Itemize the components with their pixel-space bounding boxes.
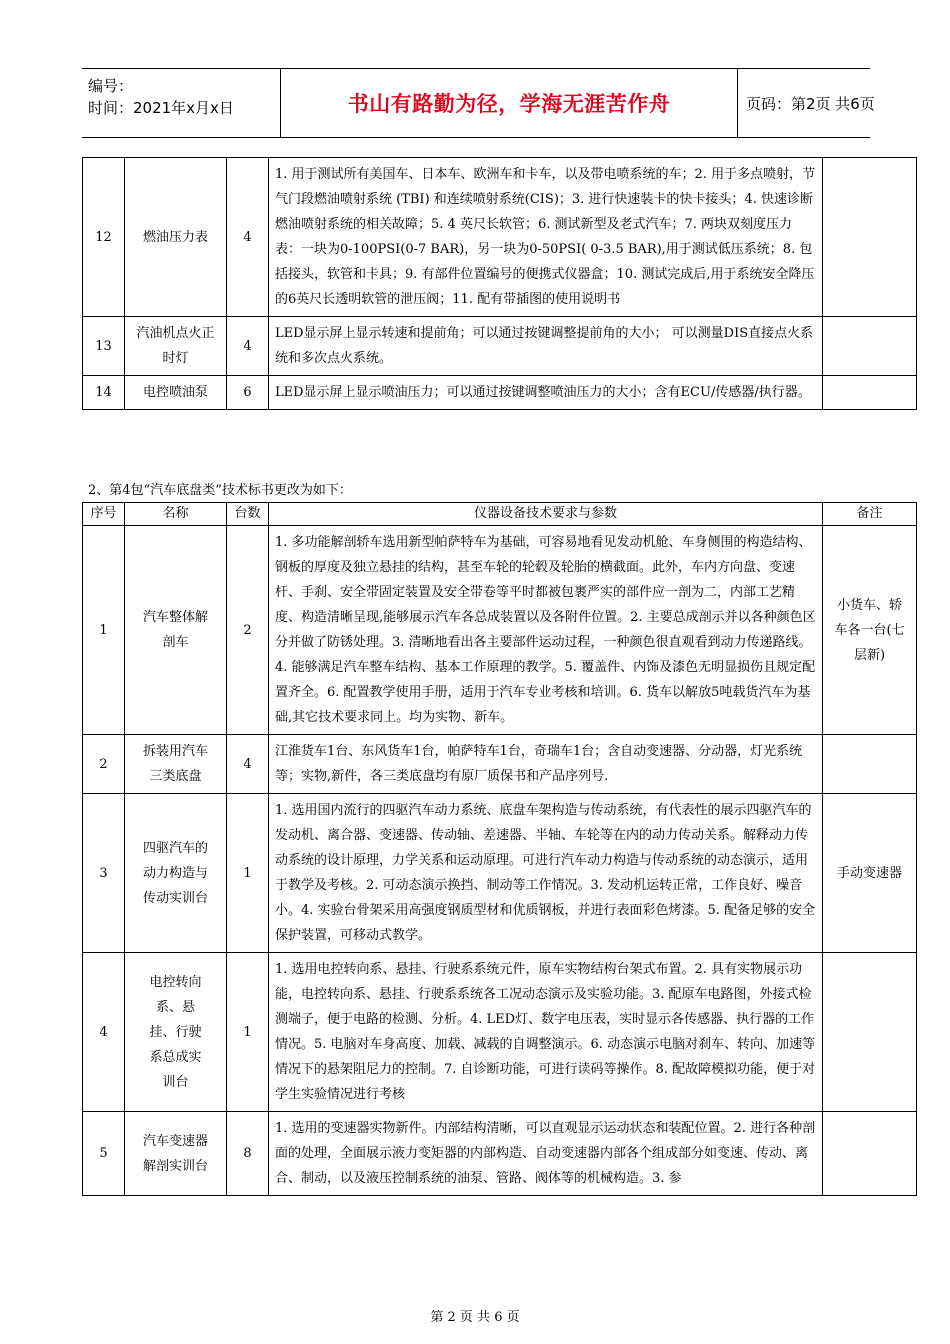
row-note: 小货车、轿车各一台(七层新) bbox=[823, 526, 917, 735]
section-2-title: 2、第4包“汽车底盘类”技术标书更改为如下： bbox=[88, 483, 352, 498]
row-note bbox=[823, 317, 917, 376]
row-no: 1 bbox=[83, 526, 125, 735]
row-name: 四驱汽车的动力构造与传动实训台 bbox=[125, 794, 227, 953]
row-no: 14 bbox=[83, 376, 125, 410]
row-no: 5 bbox=[83, 1112, 125, 1196]
page-info: 页码：第2页 共6页 bbox=[746, 94, 875, 113]
table-row bbox=[83, 953, 917, 1112]
row-desc: LED显示屏上显示转速和提前角；可以通过按键调整提前角的大小； 可以测量DIS直接点火系统和多次点火系统。 bbox=[269, 317, 823, 376]
row-name: 电控转向系、悬挂、行驶系总成实训台 bbox=[125, 953, 227, 1112]
row-no: 12 bbox=[83, 158, 125, 317]
header-meta bbox=[82, 69, 280, 137]
table-header-row bbox=[83, 503, 917, 526]
row-desc: 江淮货车1台、东风货车1台，帕萨特车1台，奇瑞车1台；含自动变速器、分动器，灯光系统等；实物,新件，各三类底盘均有原厂质保书和产品序列号. bbox=[269, 735, 823, 794]
header-no: 序号 bbox=[83, 503, 125, 526]
table-row bbox=[83, 526, 917, 735]
header-name: 名称 bbox=[125, 503, 227, 526]
row-note: 手动变速器 bbox=[823, 794, 917, 953]
chassis-equipment-table bbox=[82, 502, 917, 1196]
row-desc: 1. 选用的变速器实物新件。内部结构清晰，可以直观显示运动状态和装配位置。2. 进行各种剖面的处理，全面展示液力变矩器的内部构造、自动变速器内部各个组成部分如变速、传动、离合、制动，以及液压控制系统的油泵、管路、阀体等的机械构造。3. 参 bbox=[269, 1112, 823, 1196]
row-name: 汽车整体解剖车 bbox=[125, 526, 227, 735]
row-desc: LED显示屏上显示喷油压力；可以通过按键调整喷油压力的大小；含有ECU/传感器/执行器。 bbox=[269, 376, 823, 410]
table-row bbox=[83, 158, 917, 317]
row-name: 汽车变速器解剖实训台 bbox=[125, 1112, 227, 1196]
header-qty: 台数 bbox=[227, 503, 269, 526]
row-no: 13 bbox=[83, 317, 125, 376]
table-row bbox=[83, 794, 917, 953]
row-qty: 4 bbox=[227, 735, 269, 794]
page-header bbox=[82, 68, 875, 138]
header-desc: 仪器设备技术要求与参数 bbox=[269, 503, 823, 526]
table-row bbox=[83, 1112, 917, 1196]
row-desc: 1. 多功能解剖轿车选用新型帕萨特车为基础，可容易地看见发动机舱、车身侧围的构造结构、钢板的厚度及独立悬挂的结构，甚至车轮的轮毂及轮胎的横截面。此外，车内方向盘、变速杆、手刹、安全带固定装置及安全带卷等平时都被包裹严实的部件应一剖为二，内部工艺精度、构造清晰呈现,能够展示汽车各总成装置以及各附件位置。2. 主要总成剖示并以各种颜色区分并做了防锈处理。3. 清晰地看出各主要部件运动过程，一种颜色很直观看到动力传递路线。4. 能够满足汽车整车结构、基本工作原理的教学。5. 覆盖件、内饰及漆色无明显损伤且规定配置齐全。6. 配置教学使用手册，适用于汽车专业考核和培训。6. 货车以解放5吨载货汽车为基础,其它技术要求同上。均为实物、新车。 bbox=[269, 526, 823, 735]
row-desc: 1. 用于测试所有美国车、日本车、欧洲车和卡车，以及带电喷系统的车；2. 用于多点喷射，节气门段燃油喷射系统 (TBI) 和连续喷射系统(CIS)；3. 进行快速装卡的快卡接头；4. 快速诊断燃油喷射系统的相关故障；5. 4 英尺长软管；6. 测试新型及老式汽车；7. 两块双刻度压力表：一块为0-100PSI(0-7 BAR)，另一块为0-50PSI( 0-3.5 BAR),用于测试低压系统；8. 包括接头，软管和卡具；9. 有部件位置编号的便携式仪器盒；10. 测试完成后,用于系统安全降压的6英尺长透明软管的泄压阀；11. 配有带插图的使用说明书 bbox=[269, 158, 823, 317]
row-no: 4 bbox=[83, 953, 125, 1112]
row-name: 电控喷油泵 bbox=[125, 376, 227, 410]
row-name: 燃油压力表 bbox=[125, 158, 227, 317]
row-desc: 1. 选用电控转向系、悬挂、行驶系系统元件，原车实物结构台架式布置。2. 具有实物展示功能，电控转向系、悬挂、行驶系系统各工况动态演示及实验功能。3. 配原车电路图，外接式检测端子，便于电路的检测、分析。4. LED灯、数字电压表，实时显示各传感器、执行器的工作情况。5. 电脑对车身高度、加载、减载的自调整演示。6. 动态演示电脑对刹车、转向、加速等情况下的悬架阻尼力的控制。7. 自诊断功能，可进行读码等操作。8. 配故障模拟功能，便于对学生实验情况进行考核 bbox=[269, 953, 823, 1112]
row-qty: 1 bbox=[227, 953, 269, 1112]
row-note bbox=[823, 1112, 917, 1196]
row-note bbox=[823, 376, 917, 410]
time-label: 时间：2021年x月x日 bbox=[88, 99, 234, 117]
row-note bbox=[823, 953, 917, 1112]
row-no: 3 bbox=[83, 794, 125, 953]
row-no: 2 bbox=[83, 735, 125, 794]
row-qty: 1 bbox=[227, 794, 269, 953]
table-row bbox=[83, 735, 917, 794]
row-name: 汽油机点火正时灯 bbox=[125, 317, 227, 376]
row-qty: 8 bbox=[227, 1112, 269, 1196]
row-qty: 6 bbox=[227, 376, 269, 410]
row-qty: 4 bbox=[227, 158, 269, 317]
table-row bbox=[83, 317, 917, 376]
header-note: 备注 bbox=[823, 503, 917, 526]
motto-title: 书山有路勤为径，学海无涯苦作舟 bbox=[280, 69, 738, 137]
row-qty: 4 bbox=[227, 317, 269, 376]
row-name: 拆装用汽车三类底盘 bbox=[125, 735, 227, 794]
table-row bbox=[83, 376, 917, 410]
row-note bbox=[823, 158, 917, 317]
page-footer: 第 2 页 共 6 页 bbox=[430, 1310, 520, 1325]
row-desc: 1. 选用国内流行的四驱汽车动力系统、底盘车架构造与传动系统，有代表性的展示四驱汽车的发动机、离合器、变速器、传动轴、差速器、半轴、车轮等在内的动力传动关系。解释动力传动系统的设计原理，力学关系和运动原理。可进行汽车动力构造与传动系统的动态演示，适用于教学及考核。2. 可动态演示换挡、制动等工作情况。3. 发动机运转正常，工作良好、噪音小。4. 实验台骨架采用高强度钢质型材和优质钢板，并进行表面彩色烤漆。5. 配备足够的安全保护装置，可移动式教学。 bbox=[269, 794, 823, 953]
number-label: 编号： bbox=[88, 77, 134, 95]
row-qty: 2 bbox=[227, 526, 269, 735]
equipment-table-continued bbox=[82, 157, 917, 410]
row-note bbox=[823, 735, 917, 794]
